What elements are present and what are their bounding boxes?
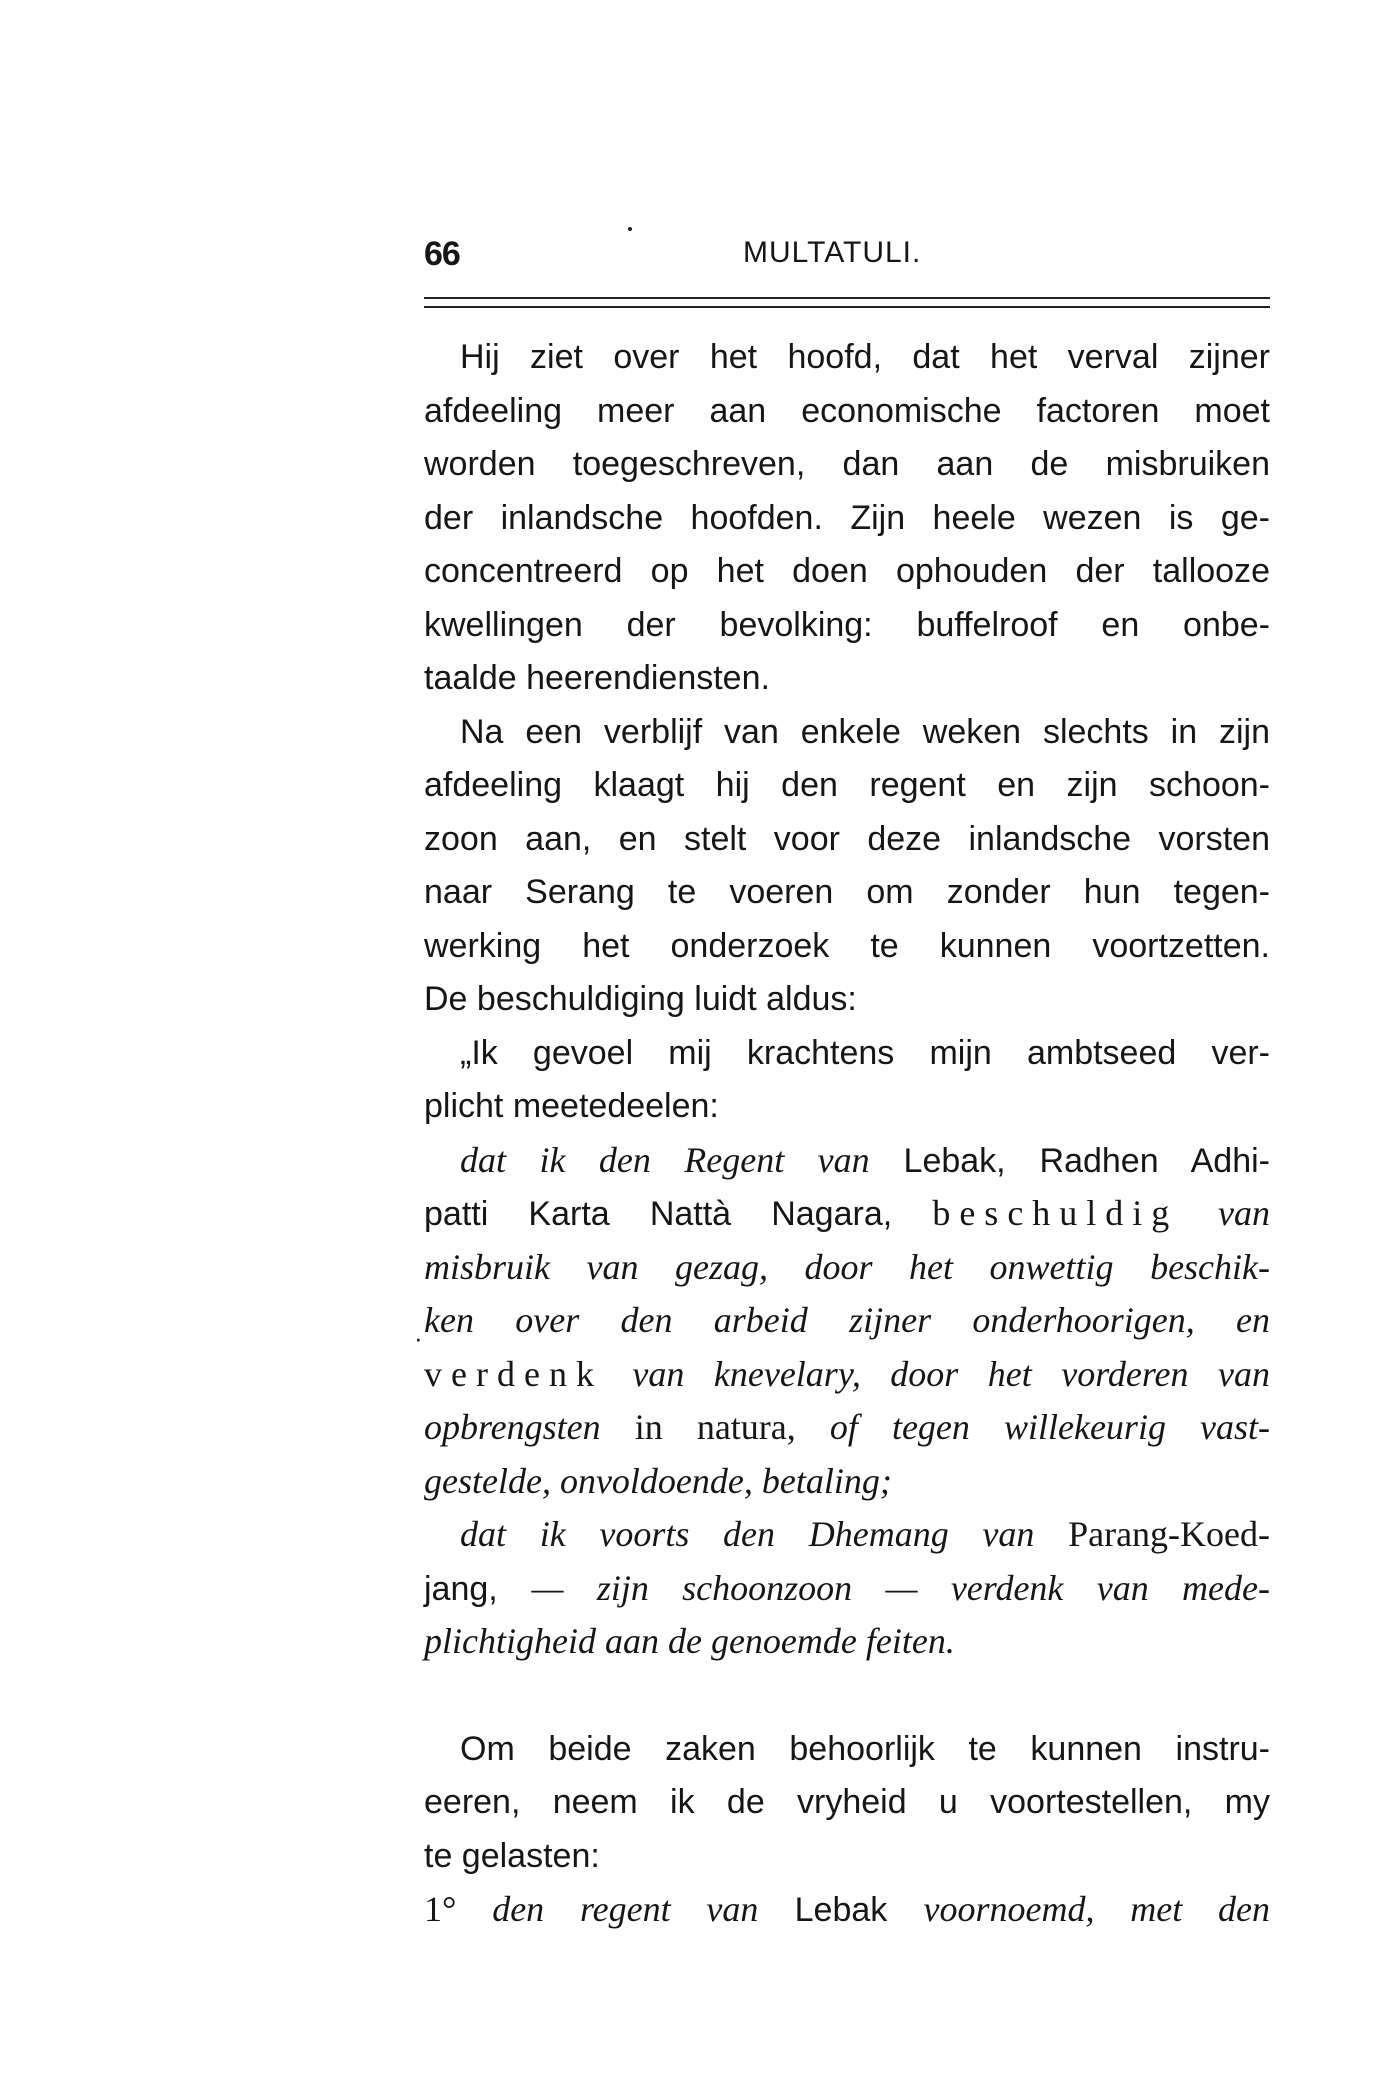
text-line <box>424 1883 1270 1937</box>
text-line: te gelasten: <box>424 1836 600 1875</box>
text-line: worden toegeschreven, dan aan de misbruiken <box>424 445 1270 483</box>
roman-span: jang, <box>424 1569 532 1608</box>
text-line: plicht meetedeelen: <box>424 1087 719 1125</box>
italic-span: den regent van <box>492 1889 759 1929</box>
italic-span: opbrengsten <box>424 1407 601 1447</box>
text-line: der inlandsche hoofden. Zijn heele wezen is ge- <box>424 498 1270 537</box>
text-line: plichtigheid aan de genoemde feiten. <box>424 1621 955 1661</box>
text-line <box>424 1508 1270 1562</box>
text-line: werking het onderzoek te kunnen voortzetten. <box>424 926 1270 965</box>
italic-span: — zijn schoonzoon — verdenk van mede- <box>531 1567 1270 1608</box>
text-line: kwellingen der bevolking: buffelroof en onbe- <box>424 605 1270 644</box>
italic-span: van <box>1178 1193 1270 1233</box>
text-line: ken over den arbeid zijner onderhoorigen, en <box>424 1300 1270 1340</box>
roman-span: Lebak, Radhen Adhi- <box>869 1141 1270 1180</box>
roman-span: patti Karta Nattà Nagara, <box>424 1195 933 1233</box>
italic-span: dat ik voorts den Dhemang van <box>460 1514 1035 1554</box>
text-line: afdeeling klaagt hij den regent en zijn schoon- <box>424 766 1270 804</box>
text-line: De beschuldiging luidt aldus: <box>424 980 857 1018</box>
spaced-span: beschuldig <box>932 1193 1179 1233</box>
italic-span: dat ik den Regent van <box>460 1139 870 1180</box>
running-head <box>424 235 1270 283</box>
margin-mark: · <box>414 1323 423 1353</box>
body-text <box>414 331 1271 1937</box>
text-line: naar Serang te voeren om zonder hun tegen- <box>424 873 1270 911</box>
header-double-rule <box>424 297 1270 308</box>
roman-span: Lebak <box>758 1891 924 1929</box>
italic-span: of tegen willekeurig vast- <box>829 1407 1271 1447</box>
text-line: zoon aan, en stelt voor deze inlandsche vorsten <box>424 819 1270 858</box>
roman-span: Parang-Koed- <box>1034 1514 1271 1554</box>
ink-dot <box>628 227 632 231</box>
text-line <box>424 1134 1270 1188</box>
italic-span: van knevelary, door het vorderen van <box>602 1353 1270 1394</box>
text-line: gestelde, onvoldoende, betaling; <box>424 1460 892 1501</box>
text-line: eeren, neem ik de vryheid u voortestellen, my <box>424 1783 1270 1821</box>
text-line: taalde heerendiensten. <box>424 659 770 697</box>
text-line: afdeeling meer aan economische factoren moet <box>424 391 1270 430</box>
text-line: concentreerd op het doen ophouden der tallooze <box>424 552 1270 590</box>
text-line <box>424 1187 1270 1241</box>
italic-span: voornoemd, met den <box>923 1889 1271 1929</box>
running-title: MULTATULI. <box>743 236 922 269</box>
text-line: Hij ziet over het hoofd, dat het verval zijner <box>460 338 1270 376</box>
spaced-span: verdenk <box>424 1353 603 1394</box>
text-line <box>424 1348 1270 1402</box>
text-line <box>424 1562 1270 1616</box>
text-line: misbruik van gezag, door het onwettig beschik- <box>424 1246 1270 1287</box>
text-line <box>424 1401 1270 1455</box>
text-line: Om beide zaken behoorlijk te kunnen instru- <box>460 1729 1270 1768</box>
text-line: „Ik gevoel mij krachtens mijn ambtseed ver- <box>460 1033 1270 1072</box>
page-number: 66 <box>424 235 460 273</box>
roman-span: in natura, <box>600 1407 830 1447</box>
roman-span: 1° <box>424 1889 493 1929</box>
paragraph-gap <box>424 1669 1270 1723</box>
text-line: Na een verblijf van enkele weken slechts in zijn <box>460 712 1270 751</box>
